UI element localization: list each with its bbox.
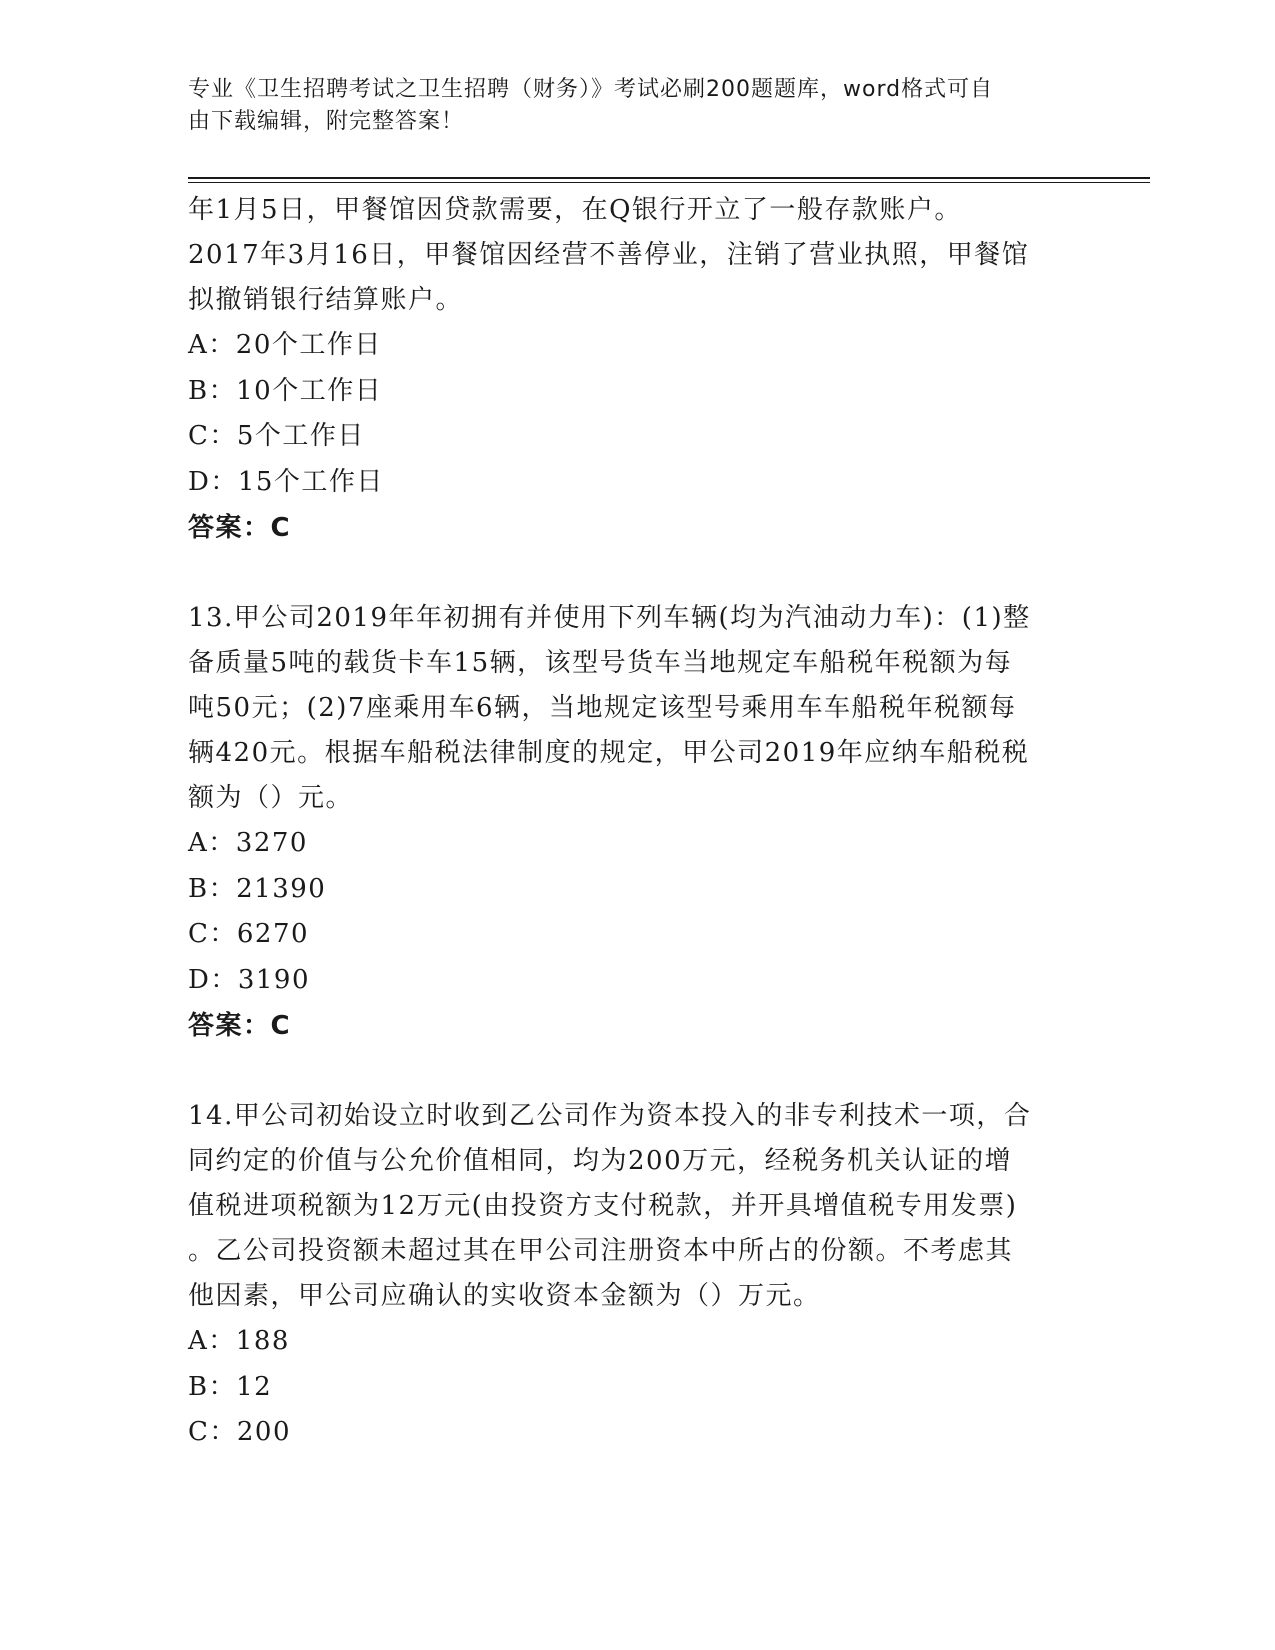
header-divider-thin xyxy=(188,182,1150,183)
question-14-stem-line: 同约定的价值与公允价值相同，均为200万元，经税务机关认证的增 xyxy=(188,1146,1013,1176)
question-12-option-b: B：10个工作日 xyxy=(188,375,383,406)
question-14 xyxy=(188,1094,1088,1456)
question-14-stem-line: 他因素，甲公司应确认的实收资本金额为（）万元。 xyxy=(188,1281,821,1311)
question-13-stem-line: 额为（）元。 xyxy=(188,783,354,813)
spacer xyxy=(188,1049,1088,1094)
question-14-option-c: C：200 xyxy=(188,1417,292,1447)
question-14-stem-line: 14.甲公司初始设立时收到乙公司作为资本投入的非专利技术一项，合 xyxy=(188,1101,1032,1131)
question-13-stem-line: 备质量5吨的载货卡车15辆，该型号货车当地规定车船税年税额为每 xyxy=(188,648,1013,678)
question-13-option-c: C：6270 xyxy=(188,919,310,949)
header-line-1: 专业《卫生招聘考试之卫生招聘（财务）》考试必刷200题题库，word格式可自 xyxy=(188,77,994,102)
header-line-2: 由下载编辑，附完整答案！ xyxy=(188,109,465,134)
question-12-option-c: C：5个工作日 xyxy=(188,421,365,451)
spacer xyxy=(188,551,1088,596)
question-12 xyxy=(188,188,1088,551)
document-header xyxy=(188,74,1068,138)
question-13-answer: 答案：C xyxy=(188,1011,292,1041)
question-14-stem-line: 。乙公司投资额未超过其在甲公司注册资本中所占的份额。不考虑其 xyxy=(188,1236,1014,1266)
question-14-option-b: B：12 xyxy=(188,1371,273,1402)
question-13-option-d: D：3190 xyxy=(188,964,311,995)
question-13-stem-line: 吨50元；(2)7座乘用车6辆，当地规定该型号乘用车车船税年税额每 xyxy=(188,693,1017,723)
question-13-stem-line: 辆420元。根据车船税法律制度的规定，甲公司2019年应纳车船税税 xyxy=(188,738,1030,768)
question-12-stem-line: 年1月5日，甲餐馆因贷款需要，在Q银行开立了一般存款账户。 xyxy=(188,195,962,225)
question-13-option-a: A：3270 xyxy=(188,828,308,858)
question-14-stem-line: 值税进项税额为12万元(由投资方支付税款，并开具增值税专用发票) xyxy=(188,1191,1018,1221)
question-12-option-d: D：15个工作日 xyxy=(188,466,384,497)
header-divider-thick xyxy=(188,177,1150,179)
question-content xyxy=(188,188,1088,1456)
question-12-answer: 答案：C xyxy=(188,513,292,543)
question-12-stem-line: 拟撤销银行结算账户。 xyxy=(188,285,464,315)
question-13-stem-line: 13.甲公司2019年年初拥有并使用下列车辆(均为汽油动力车)：(1)整 xyxy=(188,603,1031,633)
question-13 xyxy=(188,596,1088,1049)
question-14-option-a: A：188 xyxy=(188,1326,290,1356)
question-12-option-a: A：20个工作日 xyxy=(188,330,382,360)
question-12-stem-line: 2017年3月16日，甲餐馆因经营不善停业，注销了营业执照，甲餐馆 xyxy=(188,240,1030,270)
question-13-option-b: B：21390 xyxy=(188,873,327,904)
